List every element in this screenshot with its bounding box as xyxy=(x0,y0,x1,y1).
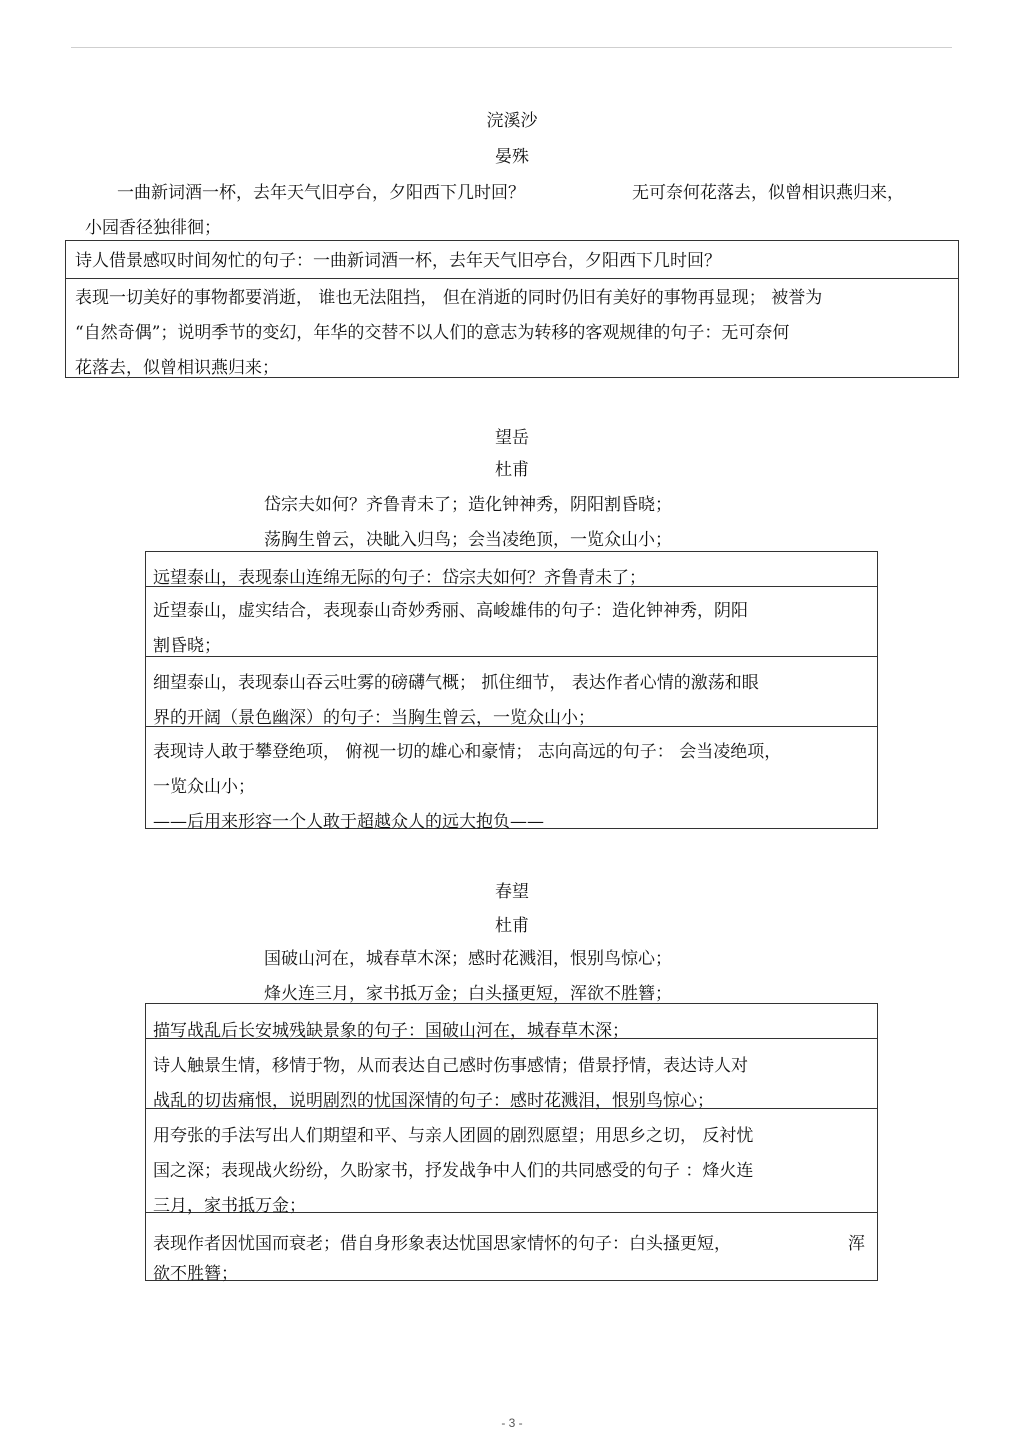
note-line: ——后用来形容一个人敢于超越众人的远大抱负—— xyxy=(153,812,544,832)
page-number: - 3 - xyxy=(501,1416,523,1430)
note-line: “自然奇偶”；说明季节的变幻，年华的交替不以人们的意志为转移的客观规律的句子：无可奈何 xyxy=(75,323,790,343)
poem-text: 无可奈何花落去，似曾相识燕归来， xyxy=(632,183,904,203)
poem-author: 晏殊 xyxy=(495,147,529,167)
note-line: 远望泰山，表现泰山连绵无际的句子：岱宗夫如何？齐鲁青未了； xyxy=(153,568,646,588)
note-line: 诗人触景生情，移情于物，从而表达自己感时伤事感情；借景抒情，表达诗人对 xyxy=(153,1056,748,1076)
note-line: 细望泰山，表现泰山吞云吐雾的磅礴气概； 抓住细节， 表达作者心情的激荡和眼 xyxy=(153,673,759,693)
poem-title: 望岳 xyxy=(495,428,529,448)
note-line-tail: 浑 xyxy=(848,1234,865,1254)
note-line: 欲不胜簪； xyxy=(153,1264,238,1284)
row-divider xyxy=(145,656,878,657)
note-line: 描写战乱后长安城残缺景象的句子：国破山河在，城春草木深； xyxy=(153,1021,629,1041)
poem-text: 一曲新词酒一杯，去年天气旧亭台，夕阳西下几时回？ xyxy=(117,183,525,203)
poem-author: 杜甫 xyxy=(495,460,529,480)
poem-text: 烽火连三月，家书抵万金；白头搔更短，浑欲不胜簪； xyxy=(264,984,672,1004)
note-line: 战乱的切齿痛恨，说明剧烈的忧国深情的句子：感时花溅泪，恨别鸟惊心； xyxy=(153,1091,714,1111)
note-line: 表现作者因忧国而衰老；借自身形象表达忧国思家情怀的句子：白头搔更短， xyxy=(153,1234,731,1254)
note-line: 用夸张的手法写出人们期望和平、与亲人团圆的剧烈愿望；用思乡之切， 反衬忧 xyxy=(153,1126,754,1146)
note-line: 表现诗人敢于攀登绝项， 俯视一切的雄心和豪情； 志向高远的句子： 会当凌绝项， xyxy=(153,742,782,762)
note-line: 诗人借景感叹时间匆忙的句子：一曲新词酒一杯，去年天气旧亭台，夕阳西下几时回？ xyxy=(75,251,721,271)
note-line: 近望泰山，虚实结合，表现泰山奇妙秀丽、高峻雄伟的句子：造化钟神秀，阴阳 xyxy=(153,601,748,621)
note-line: 三月，家书抵万金； xyxy=(153,1196,306,1216)
poem-text: 荡胸生曾云，决眦入归鸟；会当凌绝顶，一览众山小； xyxy=(264,530,672,550)
note-line: 割昏晓； xyxy=(153,636,221,656)
poem-author: 杜甫 xyxy=(495,916,529,936)
note-line: 表现一切美好的事物都要消逝， 谁也无法阻挡， 但在消逝的同时仍旧有美好的事物再显现； 被誉为 xyxy=(75,288,823,308)
note-line: 一览众山小； xyxy=(153,777,255,797)
poem-title: 浣溪沙 xyxy=(486,111,538,131)
poem-text: 国破山河在，城春草木深；感时花溅泪，恨别鸟惊心； xyxy=(264,949,672,969)
row-divider xyxy=(65,278,959,279)
note-line: 界的开阔（景色幽深）的句子：当胸生曾云，一览众山小； xyxy=(153,708,595,728)
poem-title: 春望 xyxy=(495,882,529,902)
poem-text: 小园香径独徘徊； xyxy=(85,218,221,238)
header-rule xyxy=(71,47,952,48)
note-line: 花落去，似曾相识燕归来； xyxy=(75,358,279,378)
poem-text: 岱宗夫如何？齐鲁青未了；造化钟神秀，阴阳割昏晓； xyxy=(264,495,672,515)
note-line: 国之深；表现战火纷纷，久盼家书，抒发战争中人们的共同感受的句子 ：烽火连 xyxy=(153,1161,754,1181)
